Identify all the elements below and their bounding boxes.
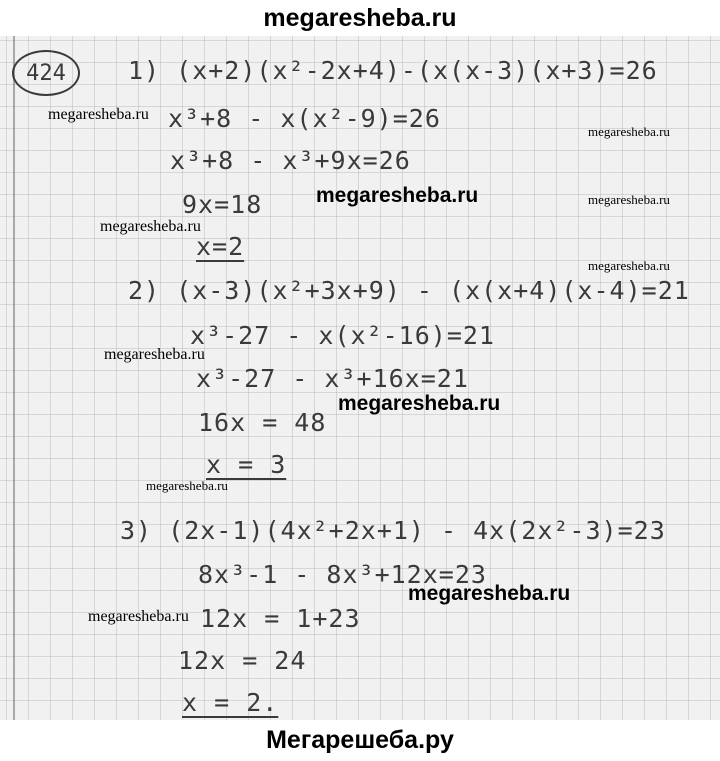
solution-line-4: 9x=18 xyxy=(182,190,263,219)
watermark: megaresheba.ru xyxy=(146,478,228,493)
solution-line-2: x³+8 - x(x²-9)=26 xyxy=(168,104,441,133)
solution-line-1: 1) (x+2)(x²-2x+4)-(x(x-3)(x+3)=26 xyxy=(128,56,658,85)
footer-site-name: Мегарешеба.ру xyxy=(266,726,454,754)
solution-answer-3: x = 2. xyxy=(182,688,279,717)
watermark: megaresheba.ru xyxy=(48,106,149,123)
solution-line-8: x³-27 - x³+16x=21 xyxy=(196,364,469,393)
solution-line-12: 8x³-1 - 8x³+12x=23 xyxy=(198,560,487,589)
watermark: megaresheba.ru xyxy=(100,218,201,235)
solution-line-6: 2) (x-3)(x²+3x+9) - (x(x+4)(x-4)=21 xyxy=(128,276,690,305)
solution-line-7: x³-27 - x(x²-16)=21 xyxy=(190,321,495,350)
site-footer xyxy=(0,720,720,761)
solution-answer-1: x=2 xyxy=(196,232,245,261)
watermark: megaresheba.ru xyxy=(588,192,670,207)
solution-answer-2: x = 3 xyxy=(206,450,287,479)
watermark: megaresheba.ru xyxy=(408,582,571,605)
watermark: megaresheba.ru xyxy=(104,346,205,363)
margin-line xyxy=(13,36,15,720)
watermark: megaresheba.ru xyxy=(588,124,670,139)
watermark: megaresheba.ru xyxy=(338,392,501,415)
header-site-name: megaresheba.ru xyxy=(263,3,457,32)
solution-line-13: 12x = 1+23 xyxy=(200,604,361,633)
watermark: megaresheba.ru xyxy=(316,184,479,207)
problem-number: 424 xyxy=(12,50,80,96)
solution-line-3: x³+8 - x³+9x=26 xyxy=(170,146,411,175)
notebook-page xyxy=(0,36,720,720)
site-header xyxy=(0,0,720,36)
watermark: megaresheba.ru xyxy=(88,608,189,625)
solution-line-14: 12x = 24 xyxy=(178,646,307,675)
watermark: megaresheba.ru xyxy=(588,258,670,273)
solution-line-9: 16x = 48 xyxy=(198,408,327,437)
solution-line-11: 3) (2x-1)(4x²+2x+1) - 4x(2x²-3)=23 xyxy=(120,516,666,545)
